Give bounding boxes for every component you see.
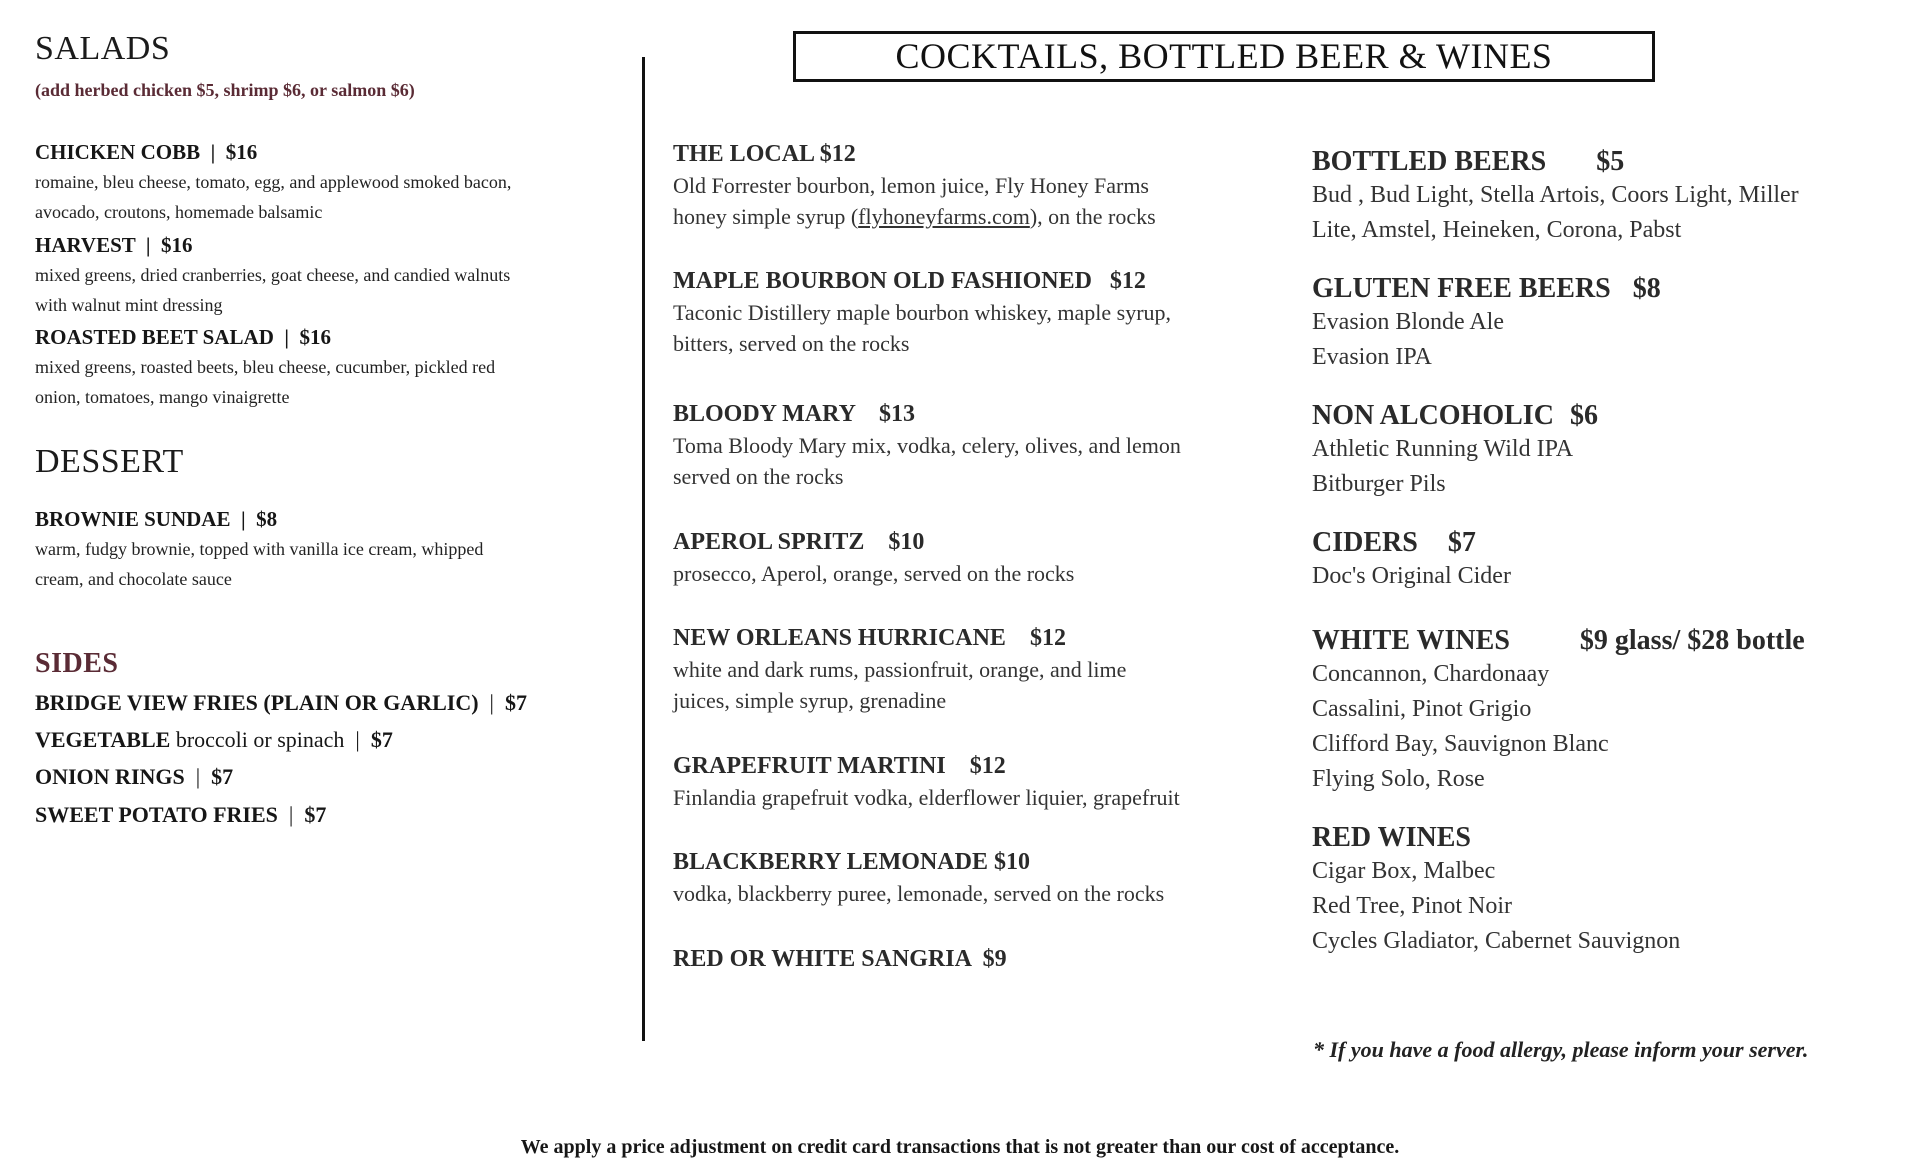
drink-line: Evasion IPA (1312, 344, 1432, 370)
menu-item-chicken-cobb: CHICKEN COBB | $16 romaine, bleu cheese, tomato, egg, and applewood smoked bacon, avocado, croutons, homemade balsamic (35, 140, 511, 227)
item-price: $8 (256, 507, 278, 531)
drink-line: Red Tree, Pinot Noir (1312, 893, 1513, 919)
side-item: BRIDGE VIEW FRIES (PLAIN OR GARLIC) | $7 (35, 690, 527, 715)
item-desc-line: avocado, croutons, homemade balsamic (35, 202, 323, 222)
cocktail-item (673, 401, 1283, 492)
drink-line: Concannon, Chardonaay (1312, 661, 1550, 687)
cocktail-desc-line: honey simple syrup (flyhoneyfarms.com), on the rocks (673, 204, 1156, 229)
item-name: CHICKEN COBB (35, 140, 201, 164)
drink-category-bottled-beers (1312, 146, 1902, 248)
cocktail-item (673, 141, 1283, 232)
cocktail-desc-line: Taconic Distillery maple bourbon whiskey, maple syrup, (673, 300, 1172, 325)
cocktail-desc-line: vodka, blackberry puree, lemonade, served on the rocks (673, 881, 1165, 906)
item-desc-line: cream, and chocolate sauce (35, 569, 232, 589)
category-price: $8 (1632, 273, 1661, 304)
cocktail-desc-line: Old Forrester bourbon, lemon juice, Fly Honey Farms (673, 173, 1149, 198)
drink-category-white-wines (1312, 625, 1902, 797)
item-desc-line: onion, tomatoes, mango vinaigrette (35, 387, 290, 407)
cocktail-desc-line: juices, simple syrup, grenadine (673, 688, 947, 713)
item-price: $16 (161, 233, 193, 257)
menu-item-harvest: HARVEST | $16 mixed greens, dried cranberries, goat cheese, and candied walnuts with walnut mint dressing (35, 233, 510, 320)
menu-item-brownie-sundae: BROWNIE SUNDAE | $8 warm, fudgy brownie, topped with vanilla ice cream, whipped cream, and chocolate sauce (35, 507, 483, 594)
drink-category-ciders (1312, 527, 1902, 594)
drink-category-non-alcoholic (1312, 400, 1902, 502)
cocktail-item (673, 268, 1283, 359)
cocktail-desc-line: bitters, served on the rocks (673, 331, 910, 356)
item-price: $16 (299, 325, 331, 349)
category-name: CIDERS (1312, 527, 1418, 558)
cocktail-name: MAPLE BOURBON OLD FASHIONED $12 (673, 268, 1146, 294)
side-item: ONION RINGS | $7 (35, 764, 234, 789)
cocktail-desc-line: Toma Bloody Mary mix, vodka, celery, olives, and lemon (673, 433, 1181, 458)
cocktail-name: BLACKBERRY LEMONADE $10 (673, 849, 1030, 875)
allergy-notice: * If you have a food allergy, please inform your server. (1313, 1037, 1809, 1062)
drink-line: Athletic Running Wild IPA (1312, 436, 1574, 462)
side-item: VEGETABLE broccoli or spinach | $7 (35, 727, 393, 752)
cocktail-name: THE LOCAL $12 (673, 141, 856, 167)
cocktail-desc-line: Finlandia grapefruit vodka, elderflower liquier, grapefruit (673, 785, 1180, 810)
category-name: NON ALCOHOLIC (1312, 400, 1554, 431)
drink-line: Doc's Original Cider (1312, 563, 1511, 589)
drink-line: Flying Solo, Rose (1312, 766, 1485, 792)
column-divider (642, 57, 645, 1041)
cocktails-header: COCKTAILS, BOTTLED BEER & WINES (793, 31, 1655, 82)
side-name: SWEET POTATO FRIES (35, 802, 278, 827)
drink-line: Bitburger Pils (1312, 471, 1446, 497)
cocktail-desc-line: white and dark rums, passionfruit, orange, and lime (673, 657, 1127, 682)
category-name: WHITE WINES (1312, 625, 1510, 656)
cocktail-item (673, 625, 1283, 716)
cocktail-item (673, 849, 1283, 909)
website-link[interactable]: flyhoneyfarms.com (858, 204, 1030, 229)
category-name: BOTTLED BEERS (1312, 146, 1547, 177)
drink-category-gluten-free (1312, 273, 1902, 375)
item-desc-line: romaine, bleu cheese, tomato, egg, and applewood smoked bacon, (35, 172, 512, 192)
item-name: ROASTED BEET SALAD (35, 325, 274, 349)
side-name: ONION RINGS (35, 764, 185, 789)
cocktail-name: RED OR WHITE SANGRIA $9 (673, 946, 1007, 972)
item-desc-line: with walnut mint dressing (35, 295, 223, 315)
cocktail-name: BLOODY MARY $13 (673, 401, 916, 427)
credit-card-notice: We apply a price adjustment on credit card transactions that is not greater than our cost of acceptance. (520, 1136, 1400, 1158)
item-desc-line: warm, fudgy brownie, topped with vanilla ice cream, whipped (35, 539, 484, 559)
cocktail-desc-line: prosecco, Aperol, orange, served on the rocks (673, 561, 1075, 586)
dessert-title: DESSERT (35, 443, 184, 480)
cocktail-item (673, 946, 1283, 973)
side-price: $7 (211, 764, 234, 789)
item-price: $16 (225, 140, 258, 164)
item-desc-line: mixed greens, roasted beets, bleu cheese, cucumber, pickled red (35, 357, 496, 377)
item-desc-line: mixed greens, dried cranberries, goat cheese, and candied walnuts (35, 265, 511, 285)
item-name: HARVEST (35, 233, 136, 257)
drink-line: Cycles Gladiator, Cabernet Sauvignon (1312, 928, 1681, 954)
menu-item-roasted-beet-salad: ROASTED BEET SALAD | $16 mixed greens, roasted beets, bleu cheese, cucumber, pickled red onion, tomatoes, mango vinaigrette (35, 325, 495, 412)
side-price: $7 (504, 690, 527, 715)
item-name: BROWNIE SUNDAE (35, 507, 231, 531)
cocktail-item (673, 529, 1283, 589)
side-price: $7 (304, 802, 327, 827)
side-item: SWEET POTATO FRIES | $7 (35, 802, 327, 827)
category-price: $7 (1447, 527, 1476, 558)
cocktail-desc-line: served on the rocks (673, 464, 844, 489)
side-extra: broccoli or spinach (175, 727, 345, 752)
salads-title: SALADS (35, 30, 171, 67)
salads-addon-note: (add herbed chicken $5, shrimp $6, or salmon $6) (35, 80, 415, 100)
drink-line: Bud , Bud Light, Stella Artois, Coors Light, Miller (1312, 182, 1799, 208)
cocktail-item (673, 753, 1283, 813)
cocktail-name: GRAPEFRUIT MARTINI $12 (673, 753, 1006, 779)
side-price: $7 (370, 727, 393, 752)
side-name: VEGETABLE (35, 727, 171, 752)
category-name: RED WINES (1312, 822, 1471, 853)
cocktail-name: NEW ORLEANS HURRICANE $12 (673, 625, 1066, 651)
category-name: GLUTEN FREE BEERS (1312, 273, 1611, 304)
drink-category-red-wines (1312, 822, 1902, 959)
cocktail-name: APEROL SPRITZ $10 (673, 529, 925, 555)
drink-line: Evasion Blonde Ale (1312, 309, 1504, 335)
category-price: $5 (1596, 146, 1625, 177)
side-name: BRIDGE VIEW FRIES (PLAIN OR GARLIC) (35, 690, 479, 715)
drink-line: Lite, Amstel, Heineken, Corona, Pabst (1312, 217, 1682, 243)
drink-line: Clifford Bay, Sauvignon Blanc (1312, 731, 1609, 757)
drink-line: Cigar Box, Malbec (1312, 858, 1496, 884)
category-price: $6 (1569, 400, 1598, 431)
category-price: $9 glass/ $28 bottle (1579, 625, 1805, 656)
drink-line: Cassalini, Pinot Grigio (1312, 696, 1532, 722)
sides-title: SIDES (35, 648, 119, 679)
